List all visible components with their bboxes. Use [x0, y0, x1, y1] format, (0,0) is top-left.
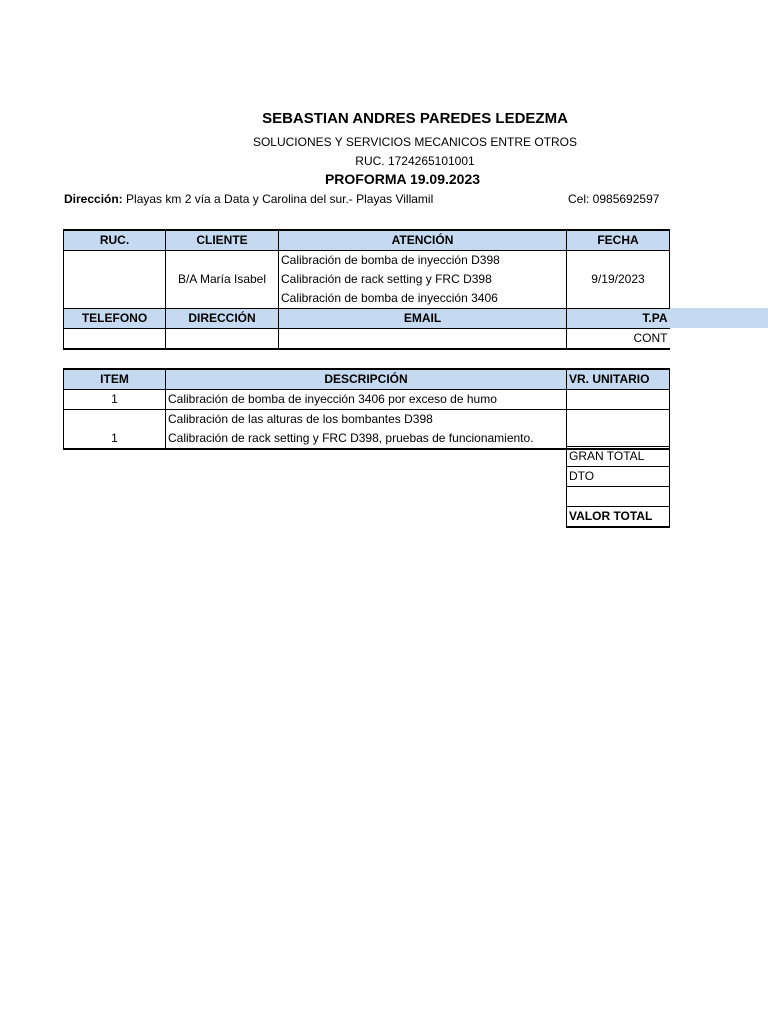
total-gran-total: GRAN TOTAL — [567, 447, 670, 467]
header-direccion: DIRECCIÓN — [166, 309, 279, 329]
items-table — [63, 368, 670, 450]
header-tpago: T.PA — [567, 309, 670, 329]
header-item: ITEM — [64, 369, 166, 390]
table-row — [64, 390, 670, 410]
row-item: 1 — [64, 410, 166, 450]
total-valor-total: VALOR TOTAL — [567, 507, 670, 528]
row-desc: Calibración de las alturas de los bombantes D398 — [166, 410, 567, 430]
company-name: SEBASTIAN ANDRES PAREDES LEDEZMA — [262, 110, 568, 127]
cell-cliente: B/A María Isabel — [166, 251, 279, 309]
address-line — [64, 192, 433, 206]
row-vr — [567, 390, 670, 410]
header-email: EMAIL — [279, 309, 567, 329]
cell-ruc — [64, 251, 166, 309]
company-ruc: RUC. 1724265101001 — [355, 154, 475, 168]
cell-atencion-1: Calibración de bomba de inyección D398 — [279, 251, 567, 271]
row-desc: Calibración de bomba de inyección 3406 por exceso de humo — [166, 390, 567, 410]
header-ruc: RUC. — [64, 230, 166, 251]
cell-direccion — [166, 329, 279, 350]
total-dto: DTO — [567, 467, 670, 487]
row-vr — [567, 410, 670, 450]
header-telefono: TELEFONO — [64, 309, 166, 329]
cell-atencion-2: Calibración de rack setting y FRC D398 — [279, 270, 567, 289]
address-label: Dirección: — [64, 192, 123, 206]
totals-table — [566, 446, 670, 528]
cell-email — [279, 329, 567, 350]
client-table — [63, 229, 670, 350]
company-subtitle: SOLUCIONES Y SERVICIOS MECANICOS ENTRE OTROS — [252, 135, 578, 149]
header-fecha: FECHA — [567, 230, 670, 251]
proforma-title: PROFORMA 19.09.2023 — [324, 171, 481, 187]
header-descripcion: DESCRIPCIÓN — [166, 369, 567, 390]
header-cliente: CLIENTE — [166, 230, 279, 251]
cell-fecha: 9/19/2023 — [567, 251, 670, 309]
cell-atencion-3: Calibración de bomba de inyección 3406 — [279, 289, 567, 309]
cell-tpago: CONT — [567, 329, 670, 350]
table-row — [64, 410, 670, 430]
row-desc: Calibración de rack setting y FRC D398, pruebas de funcionamiento. — [166, 429, 567, 449]
address-value: Playas km 2 vía a Data y Carolina del sur.- Playas Villamil — [122, 192, 434, 206]
header-atencion: ATENCIÓN — [279, 230, 567, 251]
header-fill-overflow — [668, 308, 768, 328]
row-item: 1 — [64, 390, 166, 410]
total-blank — [567, 487, 670, 507]
cel-phone: Cel: 0985692597 — [568, 192, 660, 206]
header-vr-unitario: VR. UNITARIO — [567, 369, 670, 390]
cell-telefono — [64, 329, 166, 350]
